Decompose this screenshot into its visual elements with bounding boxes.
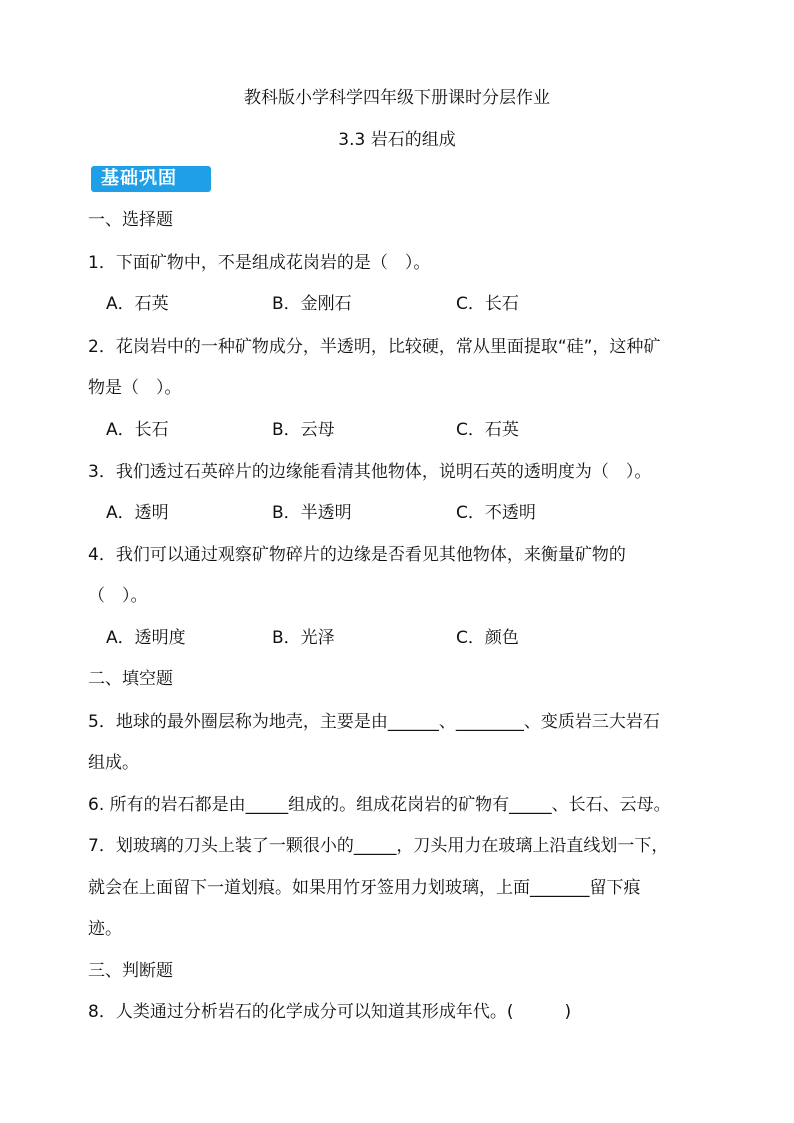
q2-option-b: B．云母: [272, 420, 335, 440]
question-2-line-2: 物是（ ）。: [88, 378, 182, 398]
question-4-line-1: 4．我们可以通过观察矿物碎片的边缘是否看见其他物体，来衡量矿物的: [88, 545, 626, 565]
section-heading-judge: 三、判断题: [88, 961, 173, 981]
question-5-line-2: 组成。: [88, 753, 139, 773]
q3-option-b: B．半透明: [272, 503, 352, 523]
question-7-line-1: 7．划玻璃的刀头上装了一颗很小的_____，刀头用力在玻璃上沿直线划一下，: [88, 836, 669, 856]
q2-option-a: A．长石: [106, 420, 169, 440]
section-heading-fill: 二、填空题: [88, 669, 173, 689]
question-2-line-1: 2．花岗岩中的一种矿物成分，半透明，比较硬，常从里面提取“硅”，这种矿: [88, 337, 661, 357]
document-title: 教科版小学科学四年级下册课时分层作业: [244, 88, 550, 108]
q3-option-c: C．不透明: [456, 503, 536, 523]
question-7-line-2: 就会在上面留下一道划痕。如果用竹牙签用力划玻璃，上面_______留下痕: [88, 878, 641, 898]
question-6: 6. 所有的岩石都是由_____组成的。组成花岗岩的矿物有_____、长石、云母。: [88, 795, 671, 815]
question-8: 8．人类通过分析岩石的化学成分可以知道其形成年代。( ): [88, 1002, 572, 1022]
question-5-line-1: 5．地球的最外圈层称为地壳，主要是由______、________、变质岩三大岩石: [88, 712, 660, 732]
lesson-title: 3.3 岩石的组成: [338, 130, 456, 150]
q4-option-b: B．光泽: [272, 628, 335, 648]
q3-option-a: A．透明: [106, 503, 169, 523]
q2-option-c: C．石英: [456, 420, 519, 440]
q1-option-c: C．长石: [456, 294, 519, 314]
question-3: 3．我们透过石英碎片的边缘能看清其他物体，说明石英的透明度为（ ）。: [88, 462, 652, 482]
question-4-line-2: （ ）。: [88, 586, 148, 606]
q4-option-a: A．透明度: [106, 628, 186, 648]
q1-option-b: B．金刚石: [272, 294, 352, 314]
question-1: 1．下面矿物中，不是组成花岗岩的是（ ）。: [88, 253, 431, 273]
question-7-line-3: 迹。: [88, 919, 122, 939]
q4-option-c: C．颜色: [456, 628, 519, 648]
section-badge: 基础巩固: [91, 166, 211, 192]
q1-option-a: A．石英: [106, 294, 169, 314]
section-heading-choice: 一、选择题: [88, 210, 173, 230]
